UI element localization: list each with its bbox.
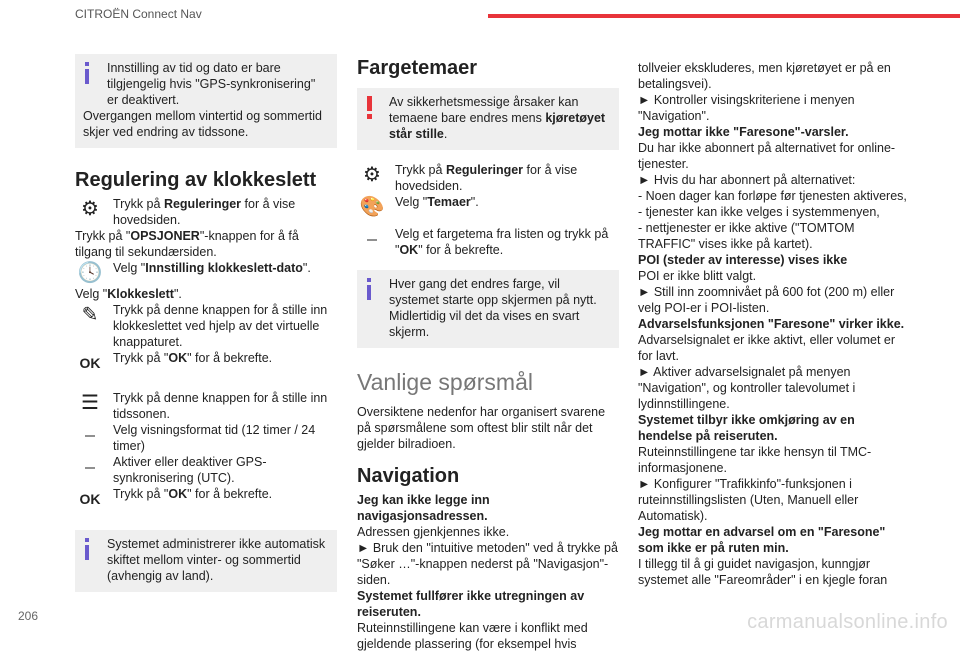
step-bold: OPSJONER — [130, 229, 200, 243]
step-text: Trykk på " — [113, 351, 169, 365]
step-text: " for å bekrefte. — [187, 487, 273, 501]
section-heading-clock: Regulering av klokkeslett — [75, 169, 317, 191]
palette-icon: 🎨 — [359, 196, 385, 218]
faq-question — [638, 412, 908, 444]
info-note-dst — [75, 530, 337, 592]
step-text: for å vise hovedsiden. — [113, 197, 296, 227]
toggle-icon: ⎯ — [85, 424, 95, 446]
step-bold: Reguleringer — [445, 163, 524, 177]
step-format — [75, 422, 337, 454]
info-note-color — [357, 270, 619, 348]
step-text: " for å bekrefte. — [418, 243, 504, 257]
info-icon — [83, 62, 91, 84]
faq-question — [638, 252, 908, 268]
note-text: Innstilling av tid og dato er bare tilgjengelig hvis "GPS-synkronisering" er deaktivert. — [107, 61, 316, 107]
step-settings — [75, 196, 337, 228]
gear-icon: ⚙ — [81, 198, 99, 220]
faq-question — [638, 524, 908, 556]
faq-question — [638, 124, 908, 140]
column-2 — [357, 54, 619, 652]
info-icon — [365, 278, 373, 300]
step-text: Trykk på " — [113, 487, 169, 501]
faq-answer: POI er ikke blitt valgt. — [638, 269, 757, 283]
column-3 — [638, 60, 908, 588]
step-clock — [75, 286, 337, 302]
faq-answer: - Noen dager kan forløpe før tjenesten aktiveres, — [638, 189, 907, 203]
question-text: Advarselsfunksjonen "Faresone" virker ikke. — [638, 317, 905, 331]
question-text: Systemet tilbyr ikke omkjøring av en hendelse på reiseruten. — [638, 413, 855, 443]
step-bold: OK — [168, 351, 188, 365]
step-text: Velg " — [113, 261, 146, 275]
step-text: Aktiver eller deaktiver GPS-synkronisering (UTC). — [113, 455, 267, 485]
faq-answer: ► Bruk den "intuitive metoden" ved å trykke på "Søker …"-knappen nederst på "Navigasjon"-siden. — [357, 541, 618, 587]
note-text: Overgangen mellom vintertid og sommertid skjer ved endring av tidssone. — [83, 109, 322, 139]
faq-answer: ► Still inn zoomnivået på 600 fot (200 m) eller velg POI-er i POI-listen. — [638, 285, 895, 315]
step-bold: OK — [399, 243, 419, 257]
toggle-icon: ⎯ — [85, 456, 95, 478]
faq-answer: Ruteinnstillingene tar ikke hensyn til TMC-informasjonene. — [638, 445, 872, 475]
info-note-time — [75, 54, 337, 148]
step-text: ". — [173, 287, 182, 301]
question-text: POI (steder av interesse) vises ikke — [638, 253, 848, 267]
faq-heading: Vanlige spørsmål — [357, 369, 533, 395]
faq-answer: Ruteinnstillingene kan være i konflikt med gjeldende plassering (for eksempel hvis — [357, 621, 588, 651]
step-time-date — [75, 260, 337, 286]
ok-icon: OK — [79, 491, 101, 507]
step-settings — [357, 162, 619, 194]
step-bold: Temaer — [427, 195, 471, 209]
step-text: ". — [470, 195, 479, 209]
toggle-icon: ⎯ — [367, 228, 377, 250]
question-text: Jeg mottar en advarsel om en "Faresone" som ikke er på ruten min. — [638, 525, 886, 555]
note-text: Av sikkerhetsmessige årsaker kan temaene bare endres mens — [389, 95, 579, 125]
menu-icon: ☰ — [81, 392, 99, 414]
step-text: Trykk på denne knappen for å stille inn klokkeslettet ved hjelp av det virtuelle knappaturet. — [113, 303, 328, 349]
question-text: Jeg mottar ikke "Faresone"-varsler. — [638, 125, 849, 139]
step-timezone — [75, 390, 337, 422]
clock-icon: 🕓 — [77, 262, 103, 284]
ok-icon: OK — [79, 355, 101, 371]
faq-answer: ► Konfigurer "Trafikkinfo"-funksjonen i ruteinnstillingslisten (Uten, Manuell eller Automatisk). — [638, 477, 859, 523]
faq-answer: Adressen gjenkjennes ikke. — [357, 525, 510, 539]
step-confirm — [75, 486, 337, 518]
section-heading-themes: Fargetemaer — [357, 57, 478, 79]
step-text: Trykk på — [113, 197, 164, 211]
warning-note — [357, 88, 619, 150]
faq-answer: I tillegg til å gi guidet navigasjon, kunngjør systemet alle "Fareområder" i en kjegle foran — [638, 557, 888, 587]
step-text: ". — [302, 261, 311, 275]
faq-answer: - tjenester kan ikke velges i systemmenyen, — [638, 205, 880, 219]
step-text: for å vise hovedsiden. — [395, 163, 578, 193]
info-icon — [83, 538, 91, 560]
faq-question — [357, 588, 619, 620]
faq-answer: - nettjenester er ikke aktive ("TOMTOM TRAFFIC" vises ikke på kartet). — [638, 221, 855, 251]
note-text: Systemet administrerer ikke automatisk skiftet mellom vinter- og sommertid (avhengig av land). — [107, 537, 326, 583]
question-text: Jeg kan ikke legge inn navigasjonsadressen. — [357, 493, 490, 523]
step-text: " for å bekrefte. — [187, 351, 273, 365]
faq-answer: tollveier ekskluderes, men kjøretøyet er på en betalingsvei). — [638, 61, 891, 91]
step-set-time — [75, 302, 337, 350]
watermark: carmanualsonline.info — [747, 611, 948, 633]
warning-icon — [367, 96, 373, 118]
step-text: Velg " — [395, 195, 428, 209]
step-text: Trykk på " — [75, 229, 131, 243]
note-bold: kjøretøyet står stille — [389, 111, 606, 141]
step-text: Trykk på — [395, 163, 446, 177]
step-text: "-knappen for å få tilgang til sekundærsiden. — [75, 229, 299, 259]
pencil-icon: ✎ — [81, 304, 99, 326]
note-text: Hver gang det endres farge, vil systemet starte opp skjermen på nytt. Midlertidig vil det da vises en svart skjerm. — [389, 277, 597, 339]
faq-answer: ► Aktiver advarselsignalet på menyen "Navigation", og kontroller talevolumet i lydinnstillingene. — [638, 365, 856, 411]
step-bold: Innstilling klokkeslett-dato — [145, 261, 303, 275]
note-text: . — [443, 127, 448, 141]
faq-question — [357, 492, 619, 524]
step-bold: OK — [168, 487, 188, 501]
note-text — [365, 94, 611, 142]
question-text: Systemet fullfører ikke utregningen av reiseruten. — [357, 589, 585, 619]
step-text: Velg " — [75, 287, 108, 301]
faq-answer: Du har ikke abonnert på alternativet for online-tjenester. — [638, 141, 896, 171]
step-text: Trykk på denne knappen for å stille inn tidssonen. — [113, 391, 328, 421]
page-number: 206 — [18, 609, 39, 623]
faq-intro: Oversiktene nedenfor har organisert svarene på spørsmålene som oftest blir stilt når det gjelder bilradioen. — [357, 405, 606, 451]
step-confirm — [75, 350, 337, 382]
faq-answer: ► Kontroller visingskriteriene i menyen "Navigation". — [638, 93, 855, 123]
section-heading-navigation: Navigation — [357, 465, 460, 487]
faq-question — [638, 316, 908, 332]
step-choose-theme — [357, 226, 619, 258]
column-1 — [75, 54, 337, 592]
step-themes — [357, 194, 619, 226]
step-text: Velg visningsformat tid (12 timer / 24 timer) — [113, 423, 316, 453]
step-gps-sync — [75, 454, 337, 486]
faq-answer: Advarselsignalet er ikke aktivt, eller volumet er for lavt. — [638, 333, 896, 363]
header-accent-bar — [488, 14, 960, 18]
faq-answer: ► Hvis du har abonnert på alternativet: — [638, 173, 856, 187]
step-bold: Reguleringer — [163, 197, 242, 211]
gear-icon: ⚙ — [363, 164, 381, 186]
step-options — [75, 228, 337, 260]
header-title: CITROËN Connect Nav — [75, 7, 202, 21]
step-text: Velg et fargetema fra listen og trykk på " — [395, 227, 609, 257]
step-bold: Klokkeslett — [107, 287, 174, 301]
